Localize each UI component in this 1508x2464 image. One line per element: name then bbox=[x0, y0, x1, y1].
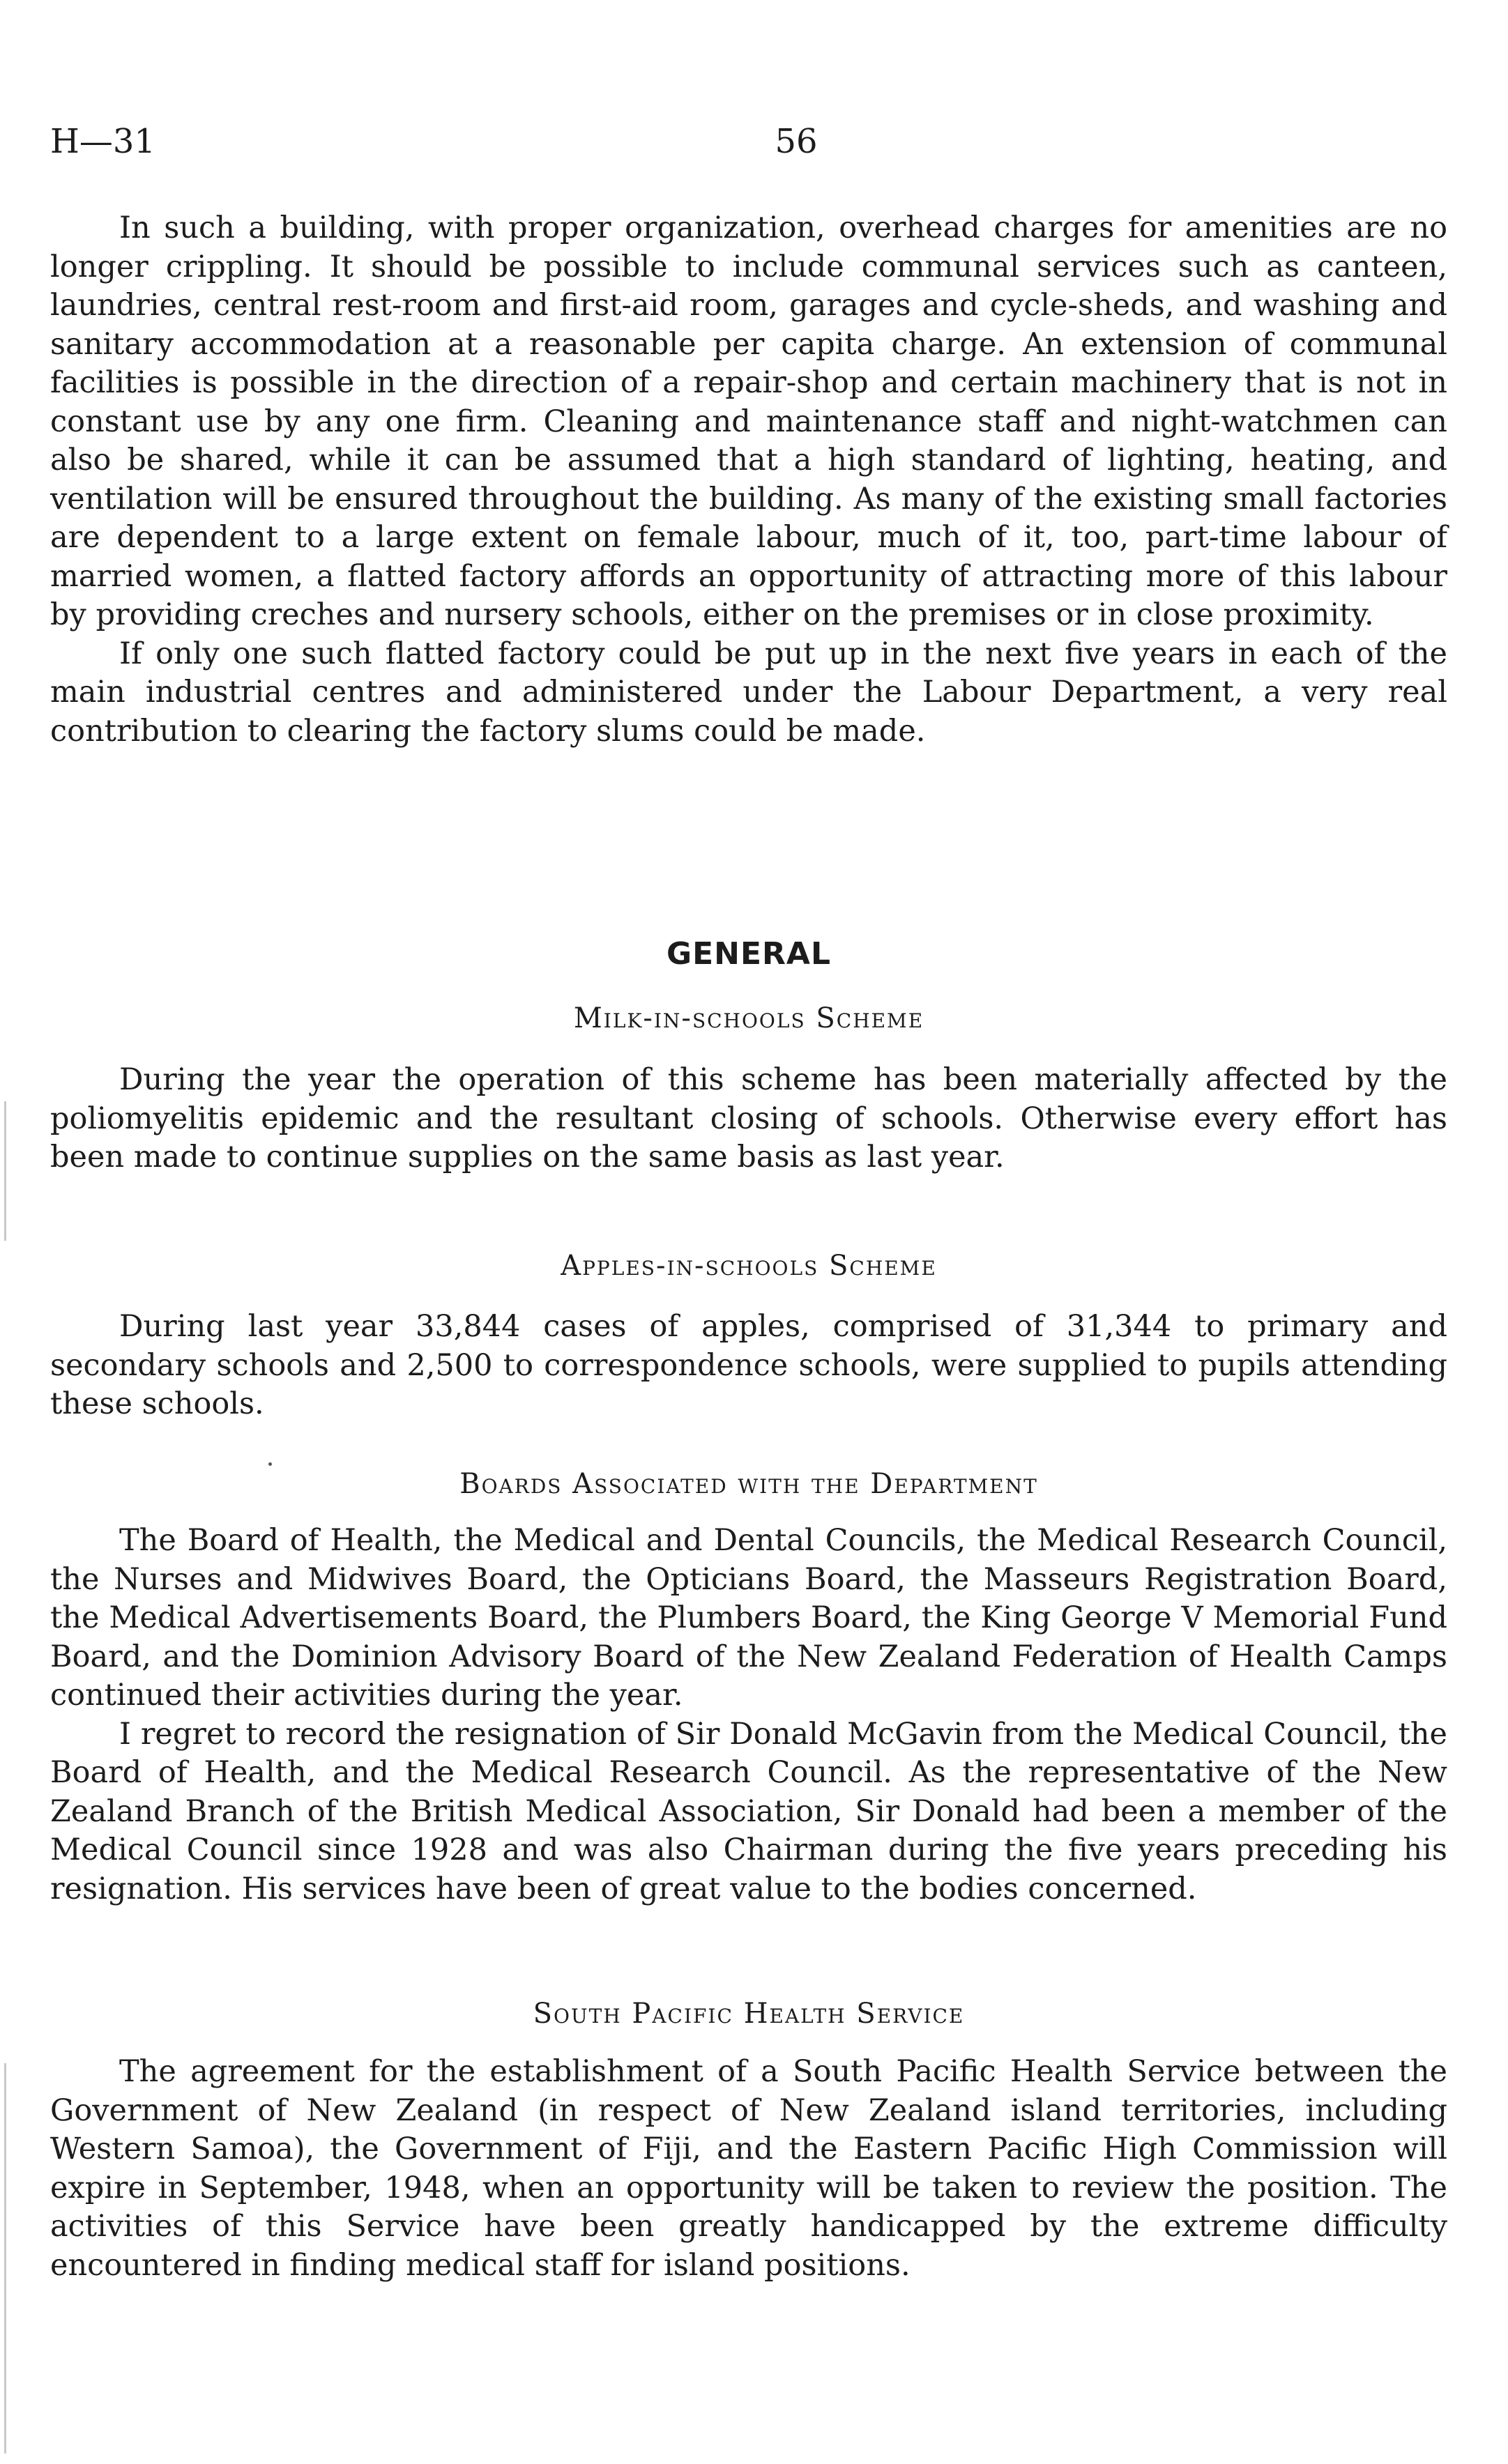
paragraph: During the year the operation of this scheme has been materially affected by the poliomyelitis epidemic and the resultant closing of schools. Otherwise every effort has been made to continue supplies on the same basis as last year. bbox=[50, 1062, 1447, 1174]
section-heading-general: GENERAL bbox=[666, 936, 832, 972]
page-header bbox=[50, 117, 1447, 166]
page-number: 56 bbox=[775, 122, 818, 161]
heading-boards-associated: Boards Associated with the Department bbox=[459, 1468, 1038, 1500]
paragraph: During last year 33,844 cases of apples, comprised of 31,344 to primary and secondary schools and 2,500 to correspondence schools, were supplied to pupils attending these schools. bbox=[50, 1309, 1447, 1421]
document-code: H—31 bbox=[50, 122, 155, 161]
apples-section bbox=[50, 1308, 1447, 1424]
paragraph: If only one such flatted factory could be put up in the next five years in each of the main industrial centres and administered under the Labour Department, a very real contribution to clearing the factory slums could be made. bbox=[50, 636, 1447, 749]
scan-edge-mark bbox=[4, 1101, 6, 1241]
paragraph: I regret to record the resignation of Sir Donald McGavin from the Medical Council, the Board of Health, and the Medical Research Council. As the representative of the New Zealand Branch of the British Medical Association, Sir Donald had been a member of the Medical Council since 1928 and was also Chairman during the five years preceding his resignation. His services have been of great value to the bodies concerned. bbox=[50, 1716, 1447, 1906]
paragraph: The Board of Health, the Medical and Dental Councils, the Medical Research Council, the Nurses and Midwives Board, the Opticians Board, the Masseurs Registration Board, the Medical Advertisements Board, the Plumbers Board, the King George V Memorial Fund Board, and the Dominion Advisory Board of the New Zealand Federation of Health Camps continued their activities during the year. bbox=[50, 1523, 1447, 1713]
south-pacific-section bbox=[50, 2053, 1447, 2285]
scan-edge-mark bbox=[4, 2063, 6, 2454]
heading-apples-in-schools: Apples-in-schools Scheme bbox=[561, 1250, 937, 1282]
heading-milk-in-schools: Milk-in-schools Scheme bbox=[573, 1002, 924, 1034]
heading-south-pacific-health-service: South Pacific Health Service bbox=[533, 1998, 965, 2030]
intro-section bbox=[50, 209, 1447, 751]
paragraph: The agreement for the establishment of a South Pacific Health Service between the Government of New Zealand (in respect of New Zealand island territories, including Western Samoa), the Government of Fiji, and the Eastern Pacific High Commission will expire in September, 1948, when an opportunity will be taken to review the position. The activities of this Service have been greatly handicapped by the extreme difficulty encountered in finding medical staff for island positions. bbox=[50, 2054, 1447, 2283]
boards-section bbox=[50, 1522, 1447, 1908]
paragraph: In such a building, with proper organization, overhead charges for amenities are no longer crippling. It should be possible to include communal services such as canteen, laundries, central rest-room and first-aid room, garages and cycle-sheds, and washing and sanitary accommodation at a reasonable per capita charge. An extension of communal facilities is possible in the direction of a repair-shop and certain machinery that is not in constant use by any one firm. Cleaning and maintenance staff and night-watchmen can also be shared, while it can be assumed that a high standard of lighting, heating, and ventilation will be ensured throughout the building. As many of the existing small factories are dependent to a large extent on female labour, much of it, too, part-time labour of married women, a flatted factory affords an opportunity of attracting more of this labour by providing creches and nursery schools, either on the premises or in close proximity. bbox=[50, 211, 1447, 632]
milk-section bbox=[50, 1061, 1447, 1177]
